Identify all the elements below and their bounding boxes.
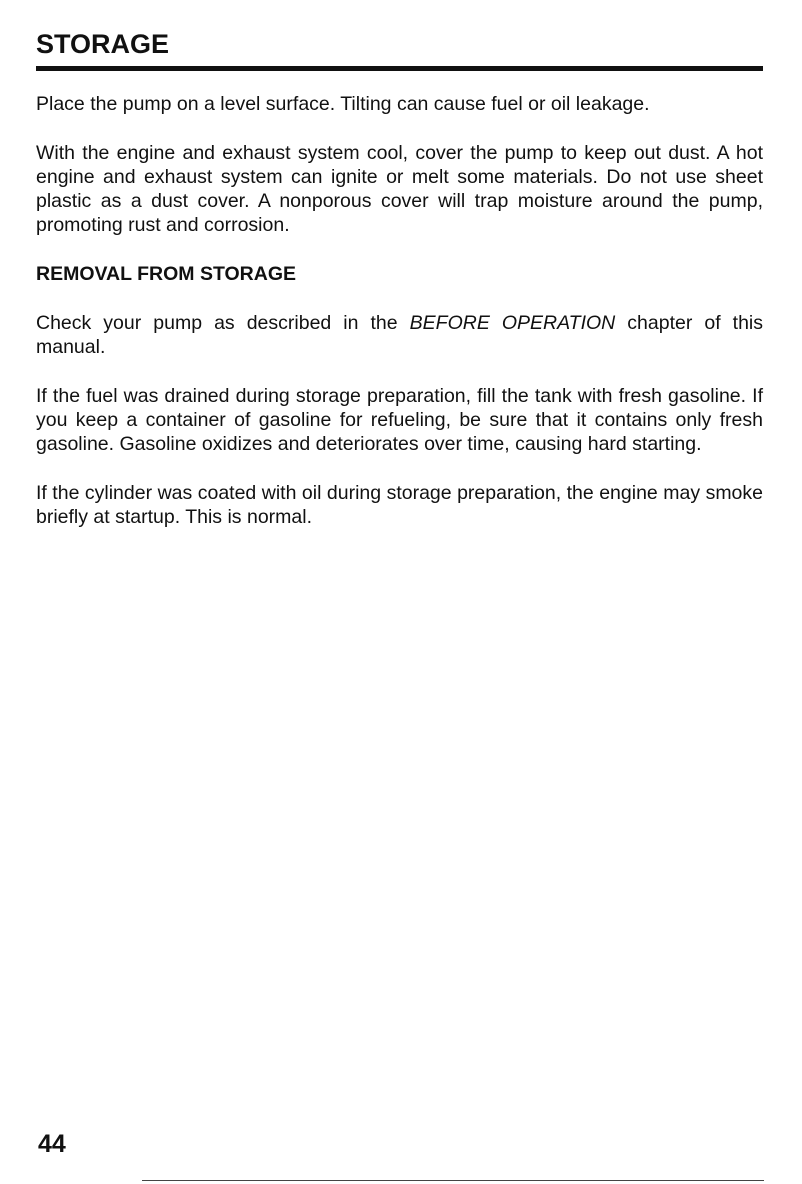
page-title: STORAGE [36, 29, 170, 59]
page-number: 44 [38, 1130, 66, 1158]
paragraph-cylinder-oil: If the cylinder was coated with oil during storage preparation, the engine may smoke briefly at startup. This is normal. [36, 482, 763, 528]
check-pump-text-after: chapter of this manual. [36, 312, 764, 358]
section-heading-removal: REMOVAL FROM STORAGE [36, 263, 297, 285]
title-divider [36, 66, 763, 71]
chapter-reference: BEFORE OPERATION [409, 312, 616, 334]
page-content [36, 92, 763, 554]
footer-divider [142, 1180, 764, 1181]
paragraph-level-surface: Place the pump on a level surface. Tilting can cause fuel or oil leakage. [36, 93, 650, 115]
check-pump-text-before: Check your pump as described in the [36, 312, 410, 334]
paragraph-check-pump [36, 311, 763, 359]
paragraph-dust-cover: With the engine and exhaust system cool, cover the pump to keep out dust. A hot engine and exhaust system can ignite or melt some materials. Do not use sheet plastic as a dust cover. A nonporous cover will trap moisture around the pump, promoting rust and corrosion. [36, 142, 763, 236]
paragraph-fresh-gasoline: If the fuel was drained during storage preparation, fill the tank with fresh gasoline. If you keep a container of gasoline for refueling, be sure that it contains only fresh gasoline. Gasoline oxidizes and deteriorates over time, causing hard starting. [36, 385, 763, 455]
